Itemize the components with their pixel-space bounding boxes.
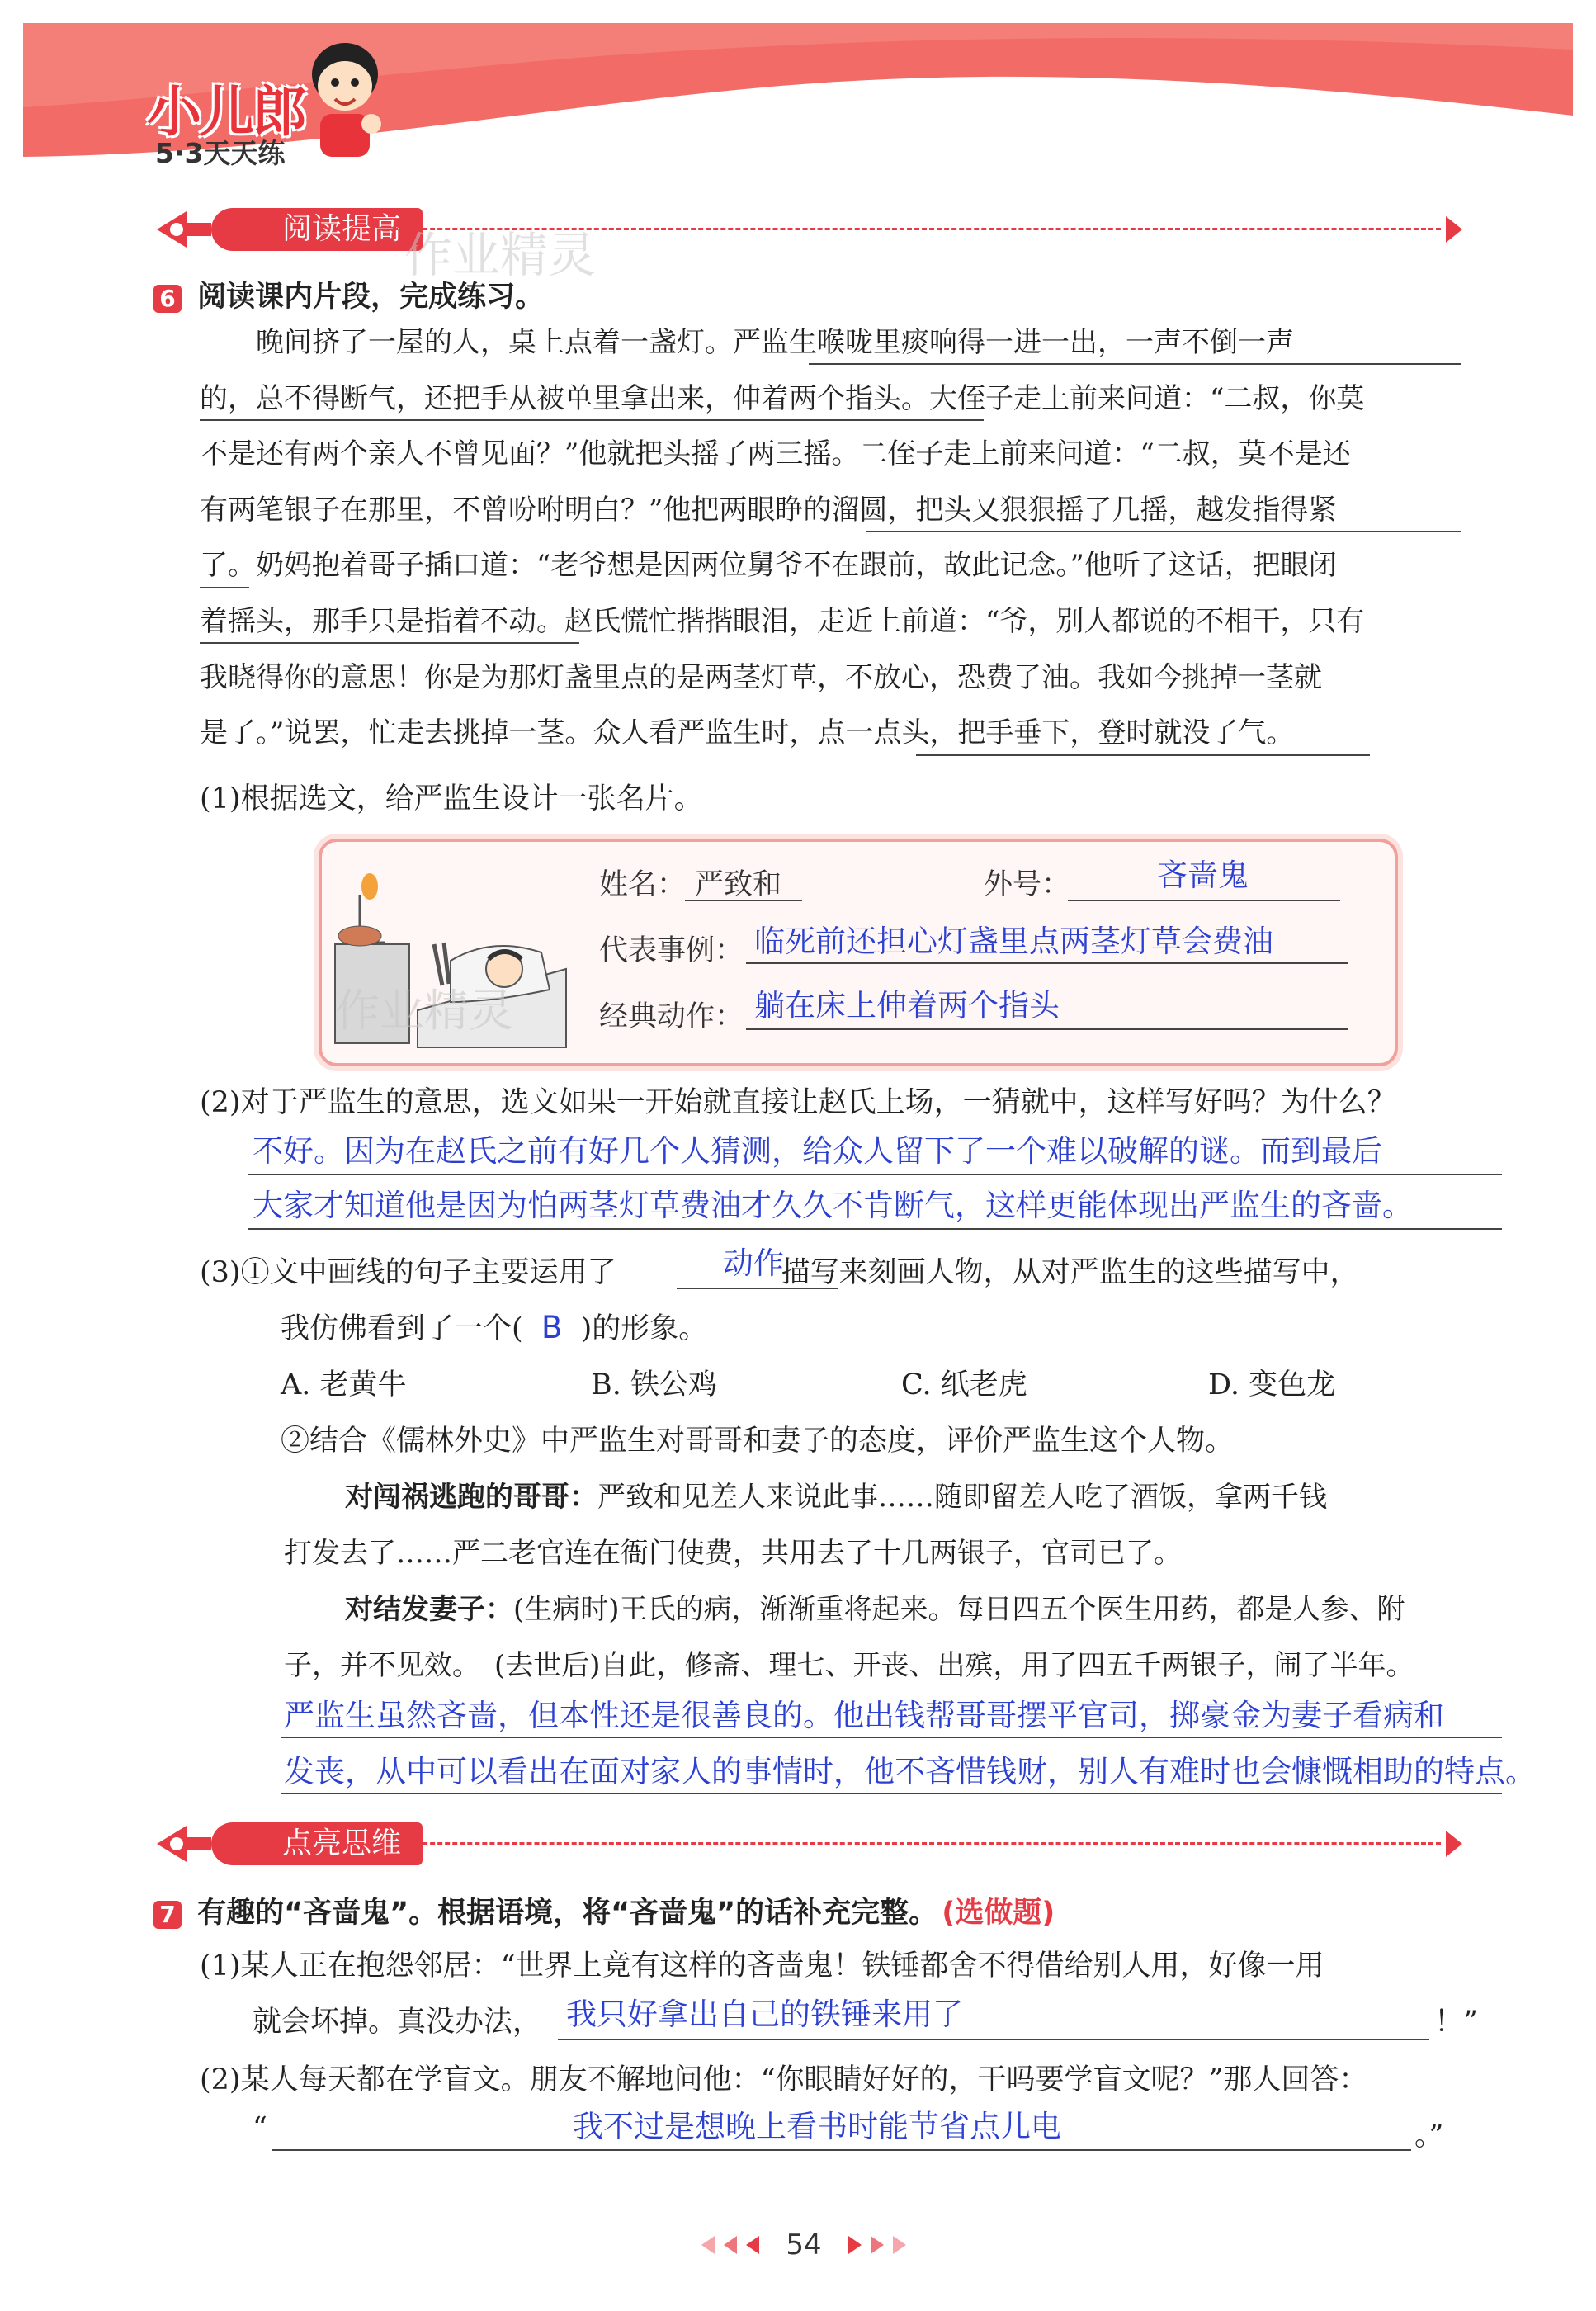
- underline-mark: [916, 754, 1370, 756]
- mascot-icon: [305, 35, 388, 167]
- sub-question-2-answer: 大家才知道他是因为怕两茎灯草费油才久久不肯断气，这样更能体现出严监生的吝啬。: [253, 1188, 1413, 1223]
- next-arrow-icon: [848, 2236, 862, 2254]
- card-action-answer: 躺在床上伸着两个指头: [754, 988, 1060, 1023]
- card-action-label: 经典动作：: [599, 1000, 744, 1033]
- q7-sub2-open: “: [253, 2111, 267, 2144]
- passage-line: 是了。”说罢，忙走去挑掉一茎。众人看严监生时，点一点头，把手垂下，登时就没了气。: [200, 716, 1295, 750]
- passage-line: 的，总不得断气，还把手从被单里拿出来，伸着两个指头。大侄子走上前来问道：“二叔，你莫: [200, 381, 1365, 415]
- card-event-answer: 临死前还担心灯盏里点两茎灯草会费油: [754, 924, 1273, 959]
- card-nickname-label: 外号：: [984, 868, 1071, 901]
- q7-sub2-close: 。”: [1414, 2120, 1444, 2153]
- sub-question-3-answer: 发丧，从中可以看出在面对家人的事情时，他不吝惜钱财，别人有难时也会慷慨相助的特点。: [284, 1754, 1536, 1789]
- watermark-card: 作业精灵: [335, 985, 513, 1037]
- sub-question-3-part2: ②结合《儒林外史》中严监生对哥哥和妻子的态度，评价严监生这个人物。: [281, 1425, 1235, 1458]
- q7-sub2-answer: 我不过是想晚上看书时能节省点儿电: [573, 2109, 1061, 2144]
- wife-excerpt-cont: 子，并不见效。 (去世后)自此，修斋、理七、开丧、出殡，用了四五千两银子，闹了半年。: [284, 1649, 1414, 1682]
- passage-line: 不是还有两个亲人不曾见面？”他就把头摇了两三摇。二侄子走上前来问道：“二叔，莫不是还: [200, 437, 1351, 471]
- prev-arrow-icon: [701, 2236, 715, 2254]
- sub-question-3-line2: 我仿佛看到了一个( B )的形象。: [281, 1310, 708, 1345]
- question-title: 阅读课内片段，完成练习。: [197, 281, 545, 314]
- q7-sub1-answer: 我只好拿出自己的铁锤来用了: [566, 1997, 963, 2032]
- question-6-title-row: [153, 274, 544, 315]
- question-title: 有趣的“吝啬鬼”。根据语境，将“吝啬鬼”的话补充完整。: [197, 1897, 938, 1930]
- q7-sub2-line1: (2)某人每天都在学盲文。朋友不解地问他：“你眼睛好好的，干吗要学盲文呢？”那人回答：: [200, 2063, 1368, 2096]
- section-title-reading: 阅读提高: [211, 208, 423, 251]
- option-d: D. 变色龙: [1208, 1368, 1336, 1401]
- question-7-title-row: [153, 1890, 1055, 1931]
- brother-excerpt: 对闯祸逃跑的哥哥：严致和见差人来说此事……随即留差人吃了酒饭，拿两千钱: [345, 1481, 1327, 1514]
- section-arrow-icon: [153, 208, 220, 251]
- watermark-top: 作业精灵: [404, 227, 597, 283]
- underline-mark: [200, 642, 579, 644]
- page-number: 54: [786, 2228, 822, 2261]
- q7-sub1-line1: (1)某人正在抱怨邻居：“世界上竟有这样的吝啬鬼！铁锤都舍不得借给别人用，好像一用: [200, 1949, 1324, 1983]
- q7-sub1-close: ！”: [1434, 2006, 1478, 2039]
- passage-line: 有两笔银子在那里，不曾吩咐明白？”他把两眼睁的溜圆，把头又狠狠摇了几摇，越发指得紧: [200, 493, 1337, 527]
- optional-tag: (选做题): [942, 1897, 1055, 1930]
- brand-subtitle: 5·3天天练: [155, 137, 286, 169]
- next-arrow-icon: [893, 2236, 906, 2254]
- sub-question-2-answer: 不好。因为在赵氏之前有好几个人猜测，给众人留下了一个难以破解的谜。而到最后: [253, 1133, 1382, 1169]
- section-header-reading: [153, 208, 1466, 251]
- section-title-thinking: 点亮思维: [211, 1822, 423, 1865]
- passage-line: 了。奶妈抱着哥子插口道：“老爷想是因两位舅爷不在跟前，故此记念。”他听了这话，把眼闭: [200, 549, 1337, 583]
- sub-question-1-prompt: (1)根据选文，给严监生设计一张名片。: [200, 782, 703, 815]
- sub-question-2-prompt: (2)对于严监生的意思，选文如果一开始就直接让赵氏上场，一猜就中，这样写好吗？为什么？: [200, 1086, 1396, 1119]
- choice-answer: B: [541, 1310, 563, 1345]
- prev-arrow-icon: [746, 2236, 759, 2254]
- sub-question-3-answer-blank: 动作: [723, 1245, 784, 1281]
- reading-passage: [200, 315, 1462, 762]
- card-name-label: 姓名：: [599, 868, 687, 901]
- question-number: 6: [153, 285, 182, 313]
- question-number: 7: [153, 1901, 182, 1929]
- section-arrow-icon: [153, 1822, 220, 1865]
- sub-question-3-answer: 严监生虽然吝啬，但本性还是很善良的。他出钱帮哥哥摆平官司，掷豪金为妻子看病和: [284, 1698, 1444, 1733]
- brand-logo: 小儿郎: [147, 80, 305, 144]
- prev-arrow-icon: [724, 2236, 737, 2254]
- section-header-thinking: [153, 1822, 1466, 1865]
- underline-mark: [200, 419, 984, 421]
- q7-sub1-line2: 就会坏掉。真没办法，: [253, 2006, 542, 2039]
- card-nickname-answer: 吝啬鬼: [1157, 858, 1249, 893]
- option-a: A. 老黄牛: [281, 1368, 407, 1401]
- next-arrow-icon: [871, 2236, 884, 2254]
- option-c: C. 纸老虎: [901, 1368, 1027, 1401]
- option-b: B. 铁公鸡: [591, 1368, 717, 1401]
- card-event-label: 代表事例：: [599, 934, 744, 967]
- underline-mark: [809, 363, 1461, 365]
- sub-question-3-part1: (3)①文中画线的句子主要运用了 描写来刻画人物，从对严监生的这些描写中，: [200, 1256, 1359, 1289]
- underline-mark: [866, 531, 1461, 532]
- page-footer: [680, 2228, 928, 2261]
- passage-line: 着摇头，那手只是指着不动。赵氏慌忙揩揩眼泪，走近上前道：“爷，别人都说的不相干，只有: [200, 604, 1365, 638]
- underline-mark: [200, 587, 249, 588]
- passage-line: 晚间挤了一屋的人，桌上点着一盏灯。严监生喉咙里痰响得一进一出，一声不倒一声: [256, 326, 1294, 359]
- card-name-value: 严致和: [695, 868, 782, 901]
- wife-excerpt: 对结发妻子：(生病时)王氏的病，渐渐重将起来。每日四五个医生用药，都是人参、附: [345, 1593, 1405, 1626]
- passage-line: 我晓得你的意思！你是为那灯盏里点的是两茎灯草，不放心，恐费了油。我如今挑掉一茎就: [200, 660, 1322, 694]
- brother-excerpt-cont: 打发去了……严二老官连在衙门使费，共用去了十几两银子，官司已了。: [284, 1537, 1182, 1570]
